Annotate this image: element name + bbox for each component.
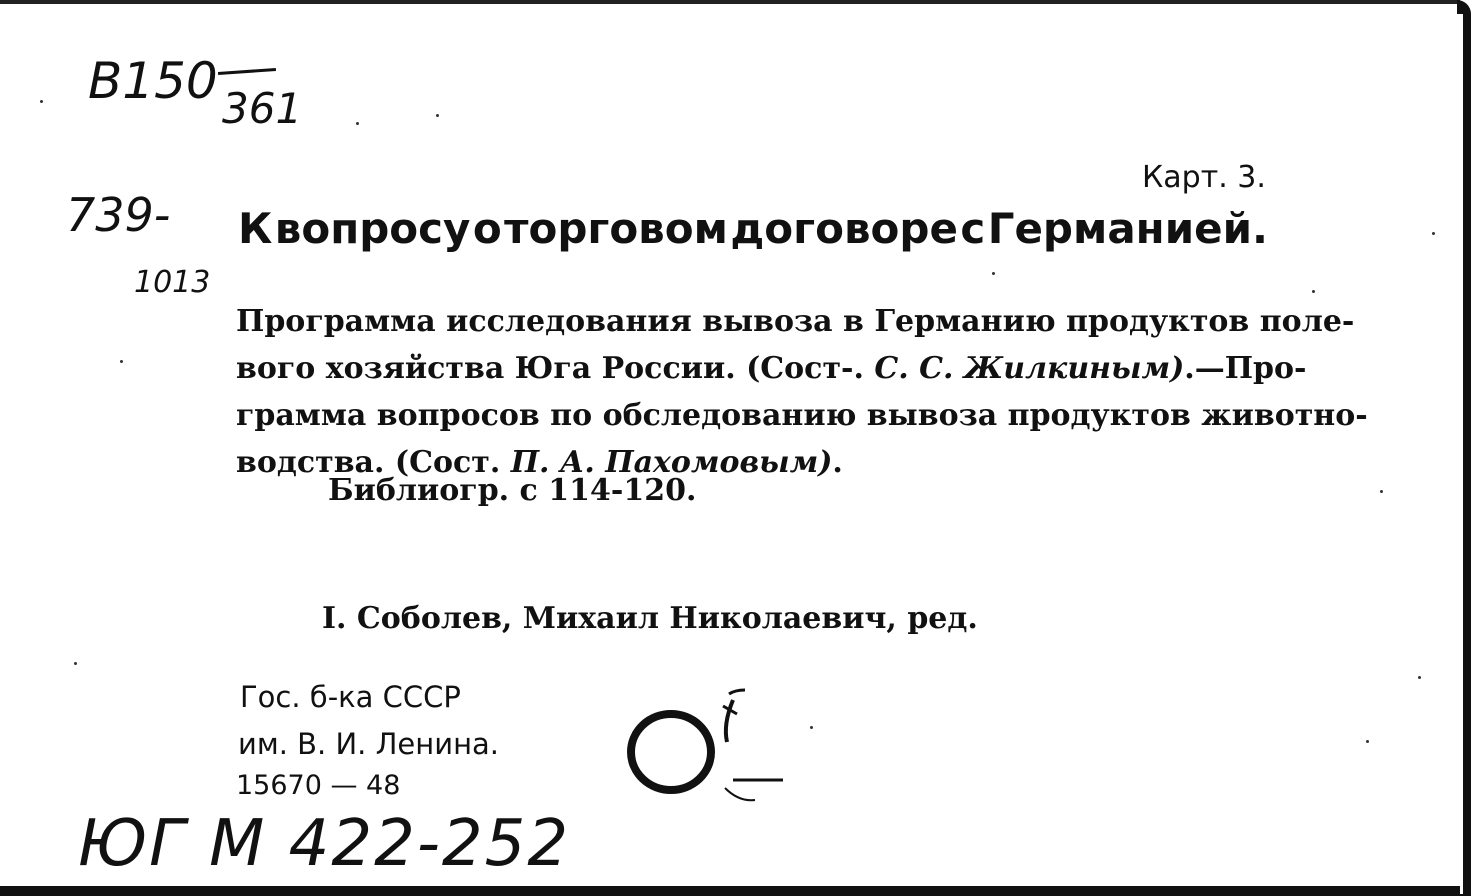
speck	[356, 122, 359, 125]
fraction-bar	[218, 68, 276, 75]
handwritten-number: 739-	[66, 188, 171, 242]
speck	[40, 100, 43, 103]
title-word: торговом	[504, 204, 728, 253]
card-number: Карт. 3.	[1142, 160, 1266, 195]
description-line: водства. (Сост. П. А. Пахомовым).	[236, 445, 843, 480]
library-stamp-line: 15670 — 48	[236, 770, 401, 801]
title-word: о	[472, 204, 502, 253]
title-word: вопросу	[274, 204, 471, 253]
handwritten-fraction: 361	[222, 84, 303, 133]
compiler-name: С. С. Жилкиным)	[874, 351, 1185, 386]
speck	[1432, 232, 1435, 235]
handwritten-small-number: 1013	[134, 265, 211, 300]
description-line: Программа исследования вывоза в Германию продуктов поле-	[236, 304, 1355, 339]
library-stamp-line: им. В. И. Ленина.	[238, 727, 500, 761]
circle-stamp-icon	[615, 684, 795, 824]
speck	[1380, 490, 1383, 493]
bibliography-note: Библиогр. с 114-120.	[328, 473, 697, 508]
library-stamp-line: Гос. б-ка СССР	[240, 680, 461, 714]
card-description	[236, 298, 1368, 486]
title-word: с	[960, 204, 986, 253]
description-line: вого хозяйства Юга России. (Сост-. С. С. Жилкиным).—Про-	[236, 351, 1307, 386]
speck	[1366, 740, 1369, 743]
handwritten-bottom-code: ЮГ М 422-252	[78, 807, 571, 881]
title-word: Германией.	[987, 204, 1268, 253]
speck	[810, 726, 813, 729]
card-right-edge	[1457, 0, 1471, 896]
card-title	[238, 204, 1268, 253]
speck	[1418, 676, 1421, 679]
speck	[120, 360, 123, 363]
speck	[436, 114, 439, 117]
added-entry: I. Соболев, Михаил Николаевич, ред.	[322, 601, 978, 636]
speck	[74, 662, 77, 665]
card-bottom-edge	[0, 886, 1460, 896]
card-top-edge	[0, 0, 1460, 4]
handwritten-shelfmark: B150	[88, 52, 218, 110]
title-word: К	[238, 204, 273, 253]
speck	[1312, 290, 1315, 293]
compiler-name: П. А. Пахомовым)	[510, 445, 833, 480]
title-word: договоре	[730, 204, 958, 253]
description-line: грамма вопросов по обследованию вывоза продуктов животно-	[236, 398, 1368, 433]
speck	[992, 272, 995, 275]
